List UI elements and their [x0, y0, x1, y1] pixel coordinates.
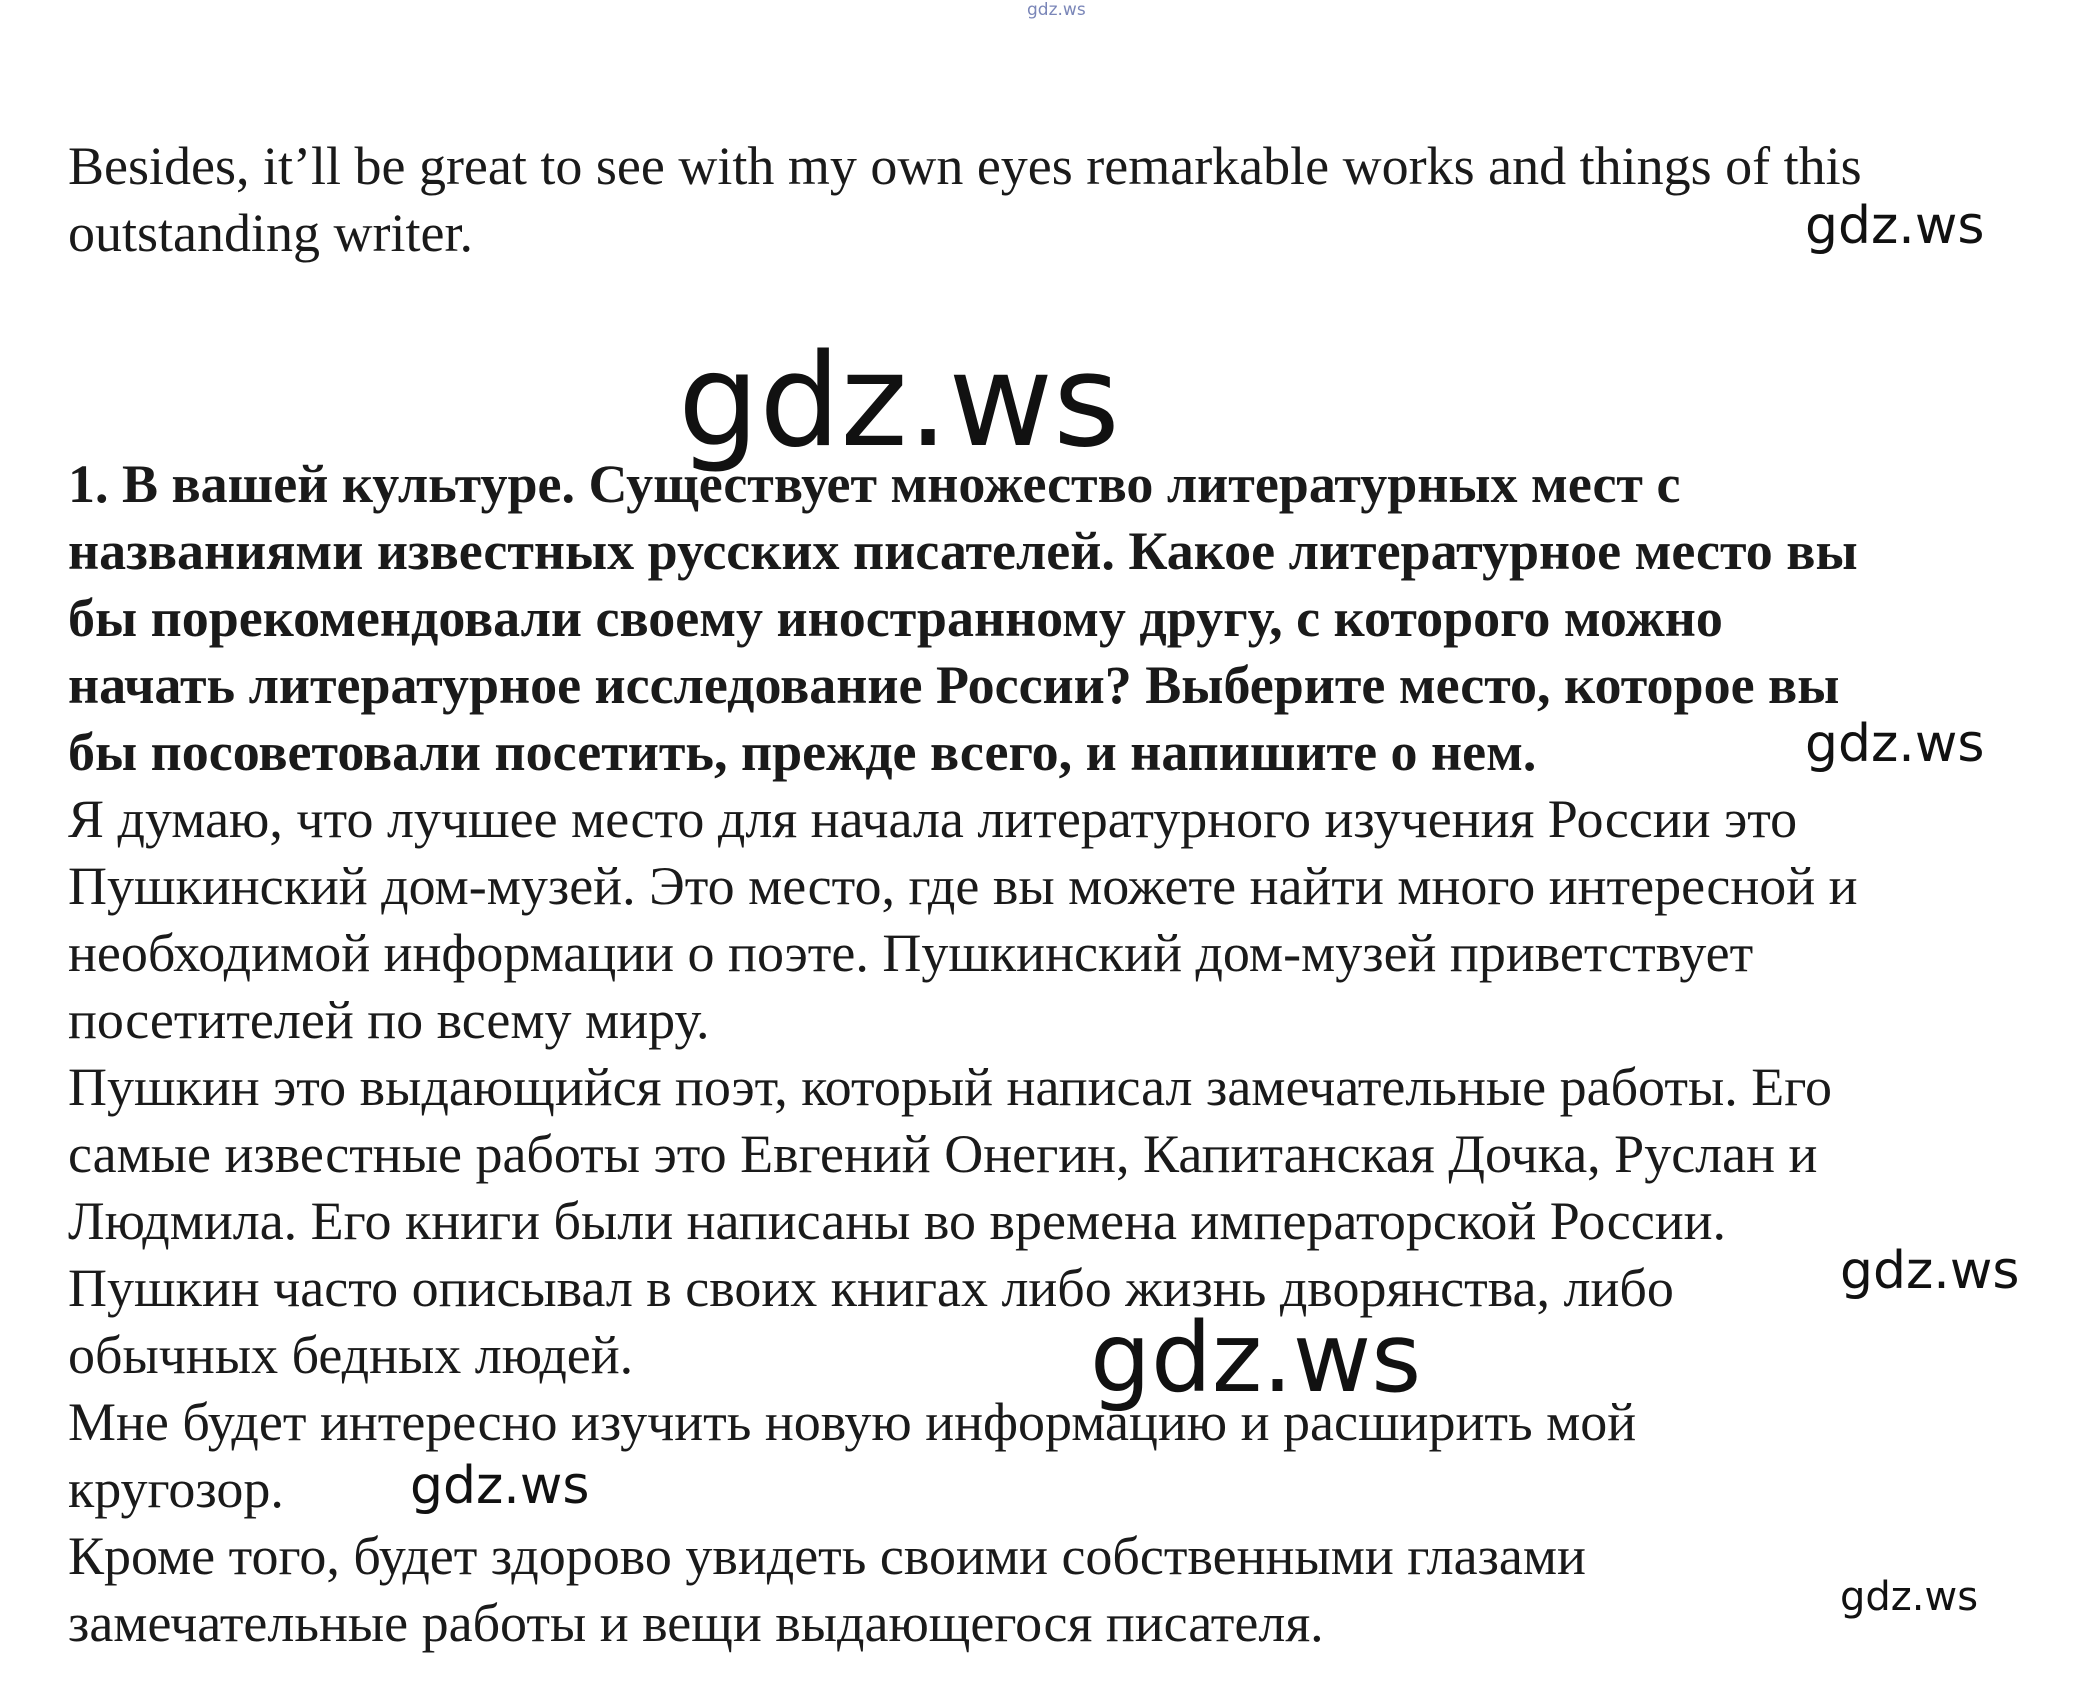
task-line: начать литературное исследование России? Выберите место, которое вы	[68, 655, 1840, 715]
answer-line: самые известные работы это Евгений Онегин, Капитанская Дочка, Руслан и	[68, 1124, 1818, 1184]
watermark: gdz.ws	[1840, 1241, 2020, 1301]
english-paragraph	[68, 133, 2048, 267]
english-line: Besides, it’ll be great to see with my own eyes remarkable works and things of this	[68, 136, 1862, 196]
watermark: gdz.ws	[410, 1456, 590, 1516]
watermark: gdz.ws	[1805, 714, 1985, 774]
watermark-large: gdz.ws	[1090, 1302, 1422, 1414]
answer-line: Пушкинский дом-музей. Это место, где вы можете найти много интересной и	[68, 856, 1858, 916]
task-line: названиями известных русских писателей. Какое литературное место вы	[68, 521, 1858, 581]
answer-line: Я думаю, что лучшее место для начала литературного изучения России это	[68, 789, 1798, 849]
task-line: 1. В вашей культуре. Существует множество литературных мест с	[68, 454, 1681, 514]
answer-line: Мне будет интересно изучить новую информацию и расширить мой	[68, 1392, 1637, 1452]
answer-line: Кроме того, будет здорово увидеть своими собственными глазами	[68, 1526, 1586, 1586]
task-heading	[68, 451, 2048, 786]
english-line: outstanding writer.	[68, 203, 473, 263]
answer-line: посетителей по всему миру.	[68, 990, 710, 1050]
watermark: gdz.ws	[1805, 196, 1985, 256]
answer-line: замечательные работы и вещи выдающегося писателя.	[68, 1593, 1324, 1653]
answer-text	[68, 786, 2048, 1657]
answer-line: Людмила. Его книги были написаны во времена императорской России.	[68, 1191, 1726, 1251]
answer-line: необходимой информации о поэте. Пушкинский дом-музей приветствует	[68, 923, 1754, 983]
task-line: бы посоветовали посетить, прежде всего, и напишите о нем.	[68, 722, 1537, 782]
watermark: gdz.ws	[1840, 1574, 1979, 1620]
watermark-large: gdz.ws	[678, 327, 1120, 476]
answer-line: Пушкин это выдающийся поэт, который написал замечательные работы. Его	[68, 1057, 1833, 1117]
watermark-top: gdz.ws	[1027, 0, 1086, 20]
answer-line: обычных бедных людей.	[68, 1325, 634, 1385]
task-line: бы порекомендовали своему иностранному другу, с которого можно	[68, 588, 1723, 648]
answer-line: Пушкин часто описывал в своих книгах либо жизнь дворянства, либо	[68, 1258, 1674, 1318]
answer-line: кругозор.	[68, 1459, 284, 1519]
